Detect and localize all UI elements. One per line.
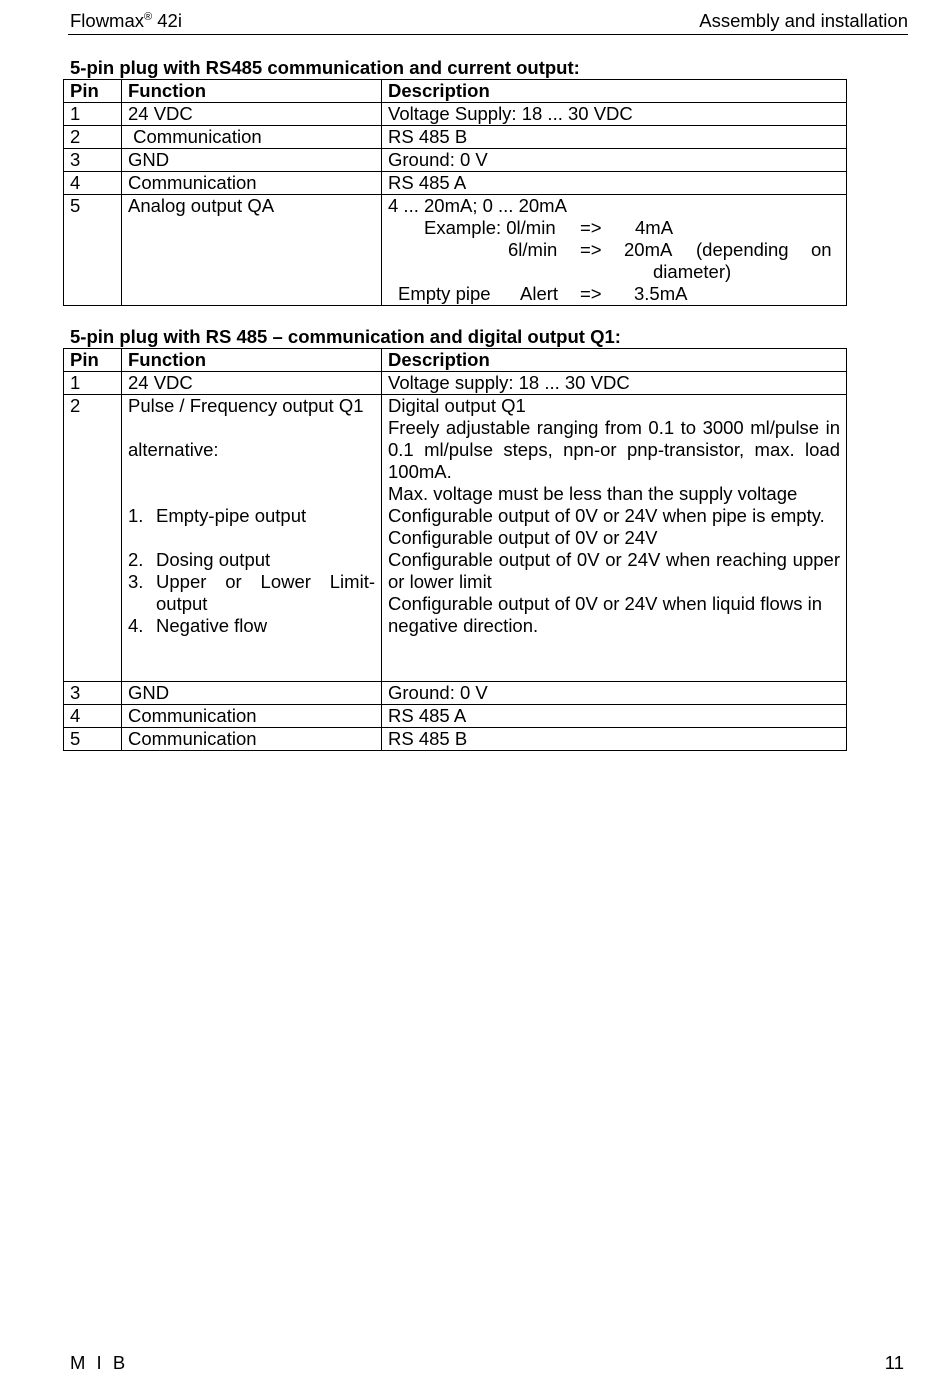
table-row: 1 24 VDC Voltage Supply: 18 ... 30 VDC <box>64 103 847 126</box>
list-item: 4. Negative flow <box>128 615 268 636</box>
table-row: 3 GND Ground: 0 V <box>64 149 847 172</box>
header-pin: Pin <box>64 80 122 103</box>
table-row: 4 Communication RS 485 A <box>64 172 847 195</box>
header-section: Assembly and installation <box>699 10 908 31</box>
page-header <box>68 10 908 35</box>
header-function: Function <box>122 80 382 103</box>
table-row: 2 Communication RS 485 B <box>64 126 847 149</box>
list-item: 3. Upper or Lower Limit-output <box>128 571 375 614</box>
example-line-2: 6l/min => 20mA (depending on <box>508 239 832 260</box>
header-description: Description <box>382 349 847 372</box>
header-function: Function <box>122 349 382 372</box>
table-row: 1 24 VDC Voltage supply: 18 ... 30 VDC <box>64 372 847 395</box>
table-row: 4 Communication RS 485 A <box>64 705 847 728</box>
footer-company: M I B <box>70 1352 129 1373</box>
registered-mark: ® <box>144 11 153 23</box>
table-header-row <box>64 80 847 103</box>
table-current-output <box>63 79 847 306</box>
digital-output-functions: Pulse / Frequency output Q1 alternative: 1. Empty-pipe output 2. Dosing output 3. Upper or Lower Limit-output 4. Negative flow <box>122 395 382 682</box>
digital-output-descriptions: Digital output Q1 Freely adjustable ranging from 0.1 to 3000 ml/pulse in 0.1 ml/pulse steps, npn-or pnp-transistor, max. load 100mA. Max. voltage must be less than the supply voltage Configurable output of 0V or 24V when pipe is empty. Configurable output of 0V or 24V Configurable output of 0V or 24V when reaching upper or lower limit Configurable output of 0V or 24V when liquid flows in negative direction. <box>382 395 847 682</box>
table2-title: 5-pin plug with RS 485 – communication and digital output Q1: <box>70 326 621 347</box>
table-row: 3 GND Ground: 0 V <box>64 682 847 705</box>
header-product: Flowmax® 42i <box>70 10 182 31</box>
table-header-row <box>64 349 847 372</box>
table-digital-output <box>63 348 847 751</box>
page-number: 11 <box>884 1352 904 1373</box>
table-row: 2 Pulse / Frequency output Q1 alternative: 1. Empty-pipe output 2. Dosing output 3. Upper or Lower Limit-output 4. Negative flow Digital output Q1 Freely adjustable ranging from 0.1 to 3000 ml/pulse in 0.1 ml/pulse steps, npn-or pnp-transistor, max. load 100mA. Max. voltage must be less than the supply voltage Configurable output of 0V or 24V when pipe is empty. Configurable output of 0V or 24V Configurable output of 0V or 24V when reaching upper or lower limit Configurable output of 0V or 24V when liquid flows in negative direction. <box>64 395 847 682</box>
header-description: Description <box>382 80 847 103</box>
analog-output-description: 4 ... 20mA; 0 ... 20mA Example: 0l/min => 4mA 6l/min => 20mA (depending on diameter) Empty pipe Alert => 3.5mA <box>382 195 847 306</box>
list-item: 1. Empty-pipe output <box>128 505 307 526</box>
function-list <box>128 505 375 637</box>
table-row: 5 Communication RS 485 B <box>64 728 847 751</box>
table1-title: 5-pin plug with RS485 communication and current output: <box>70 57 580 78</box>
example-line-3: diameter) <box>653 261 732 282</box>
example-line-1: Example: 0l/min => 4mA <box>424 217 674 238</box>
example-line-4: Empty pipe Alert => 3.5mA <box>398 283 688 304</box>
table-row: 5 Analog output QA 4 ... 20mA; 0 ... 20mA Example: 0l/min => 4mA 6l/min => 20mA (depending on diameter) Empty pipe Alert => 3.5mA <box>64 195 847 306</box>
header-pin: Pin <box>64 349 122 372</box>
list-item: 2. Dosing output <box>128 549 271 570</box>
